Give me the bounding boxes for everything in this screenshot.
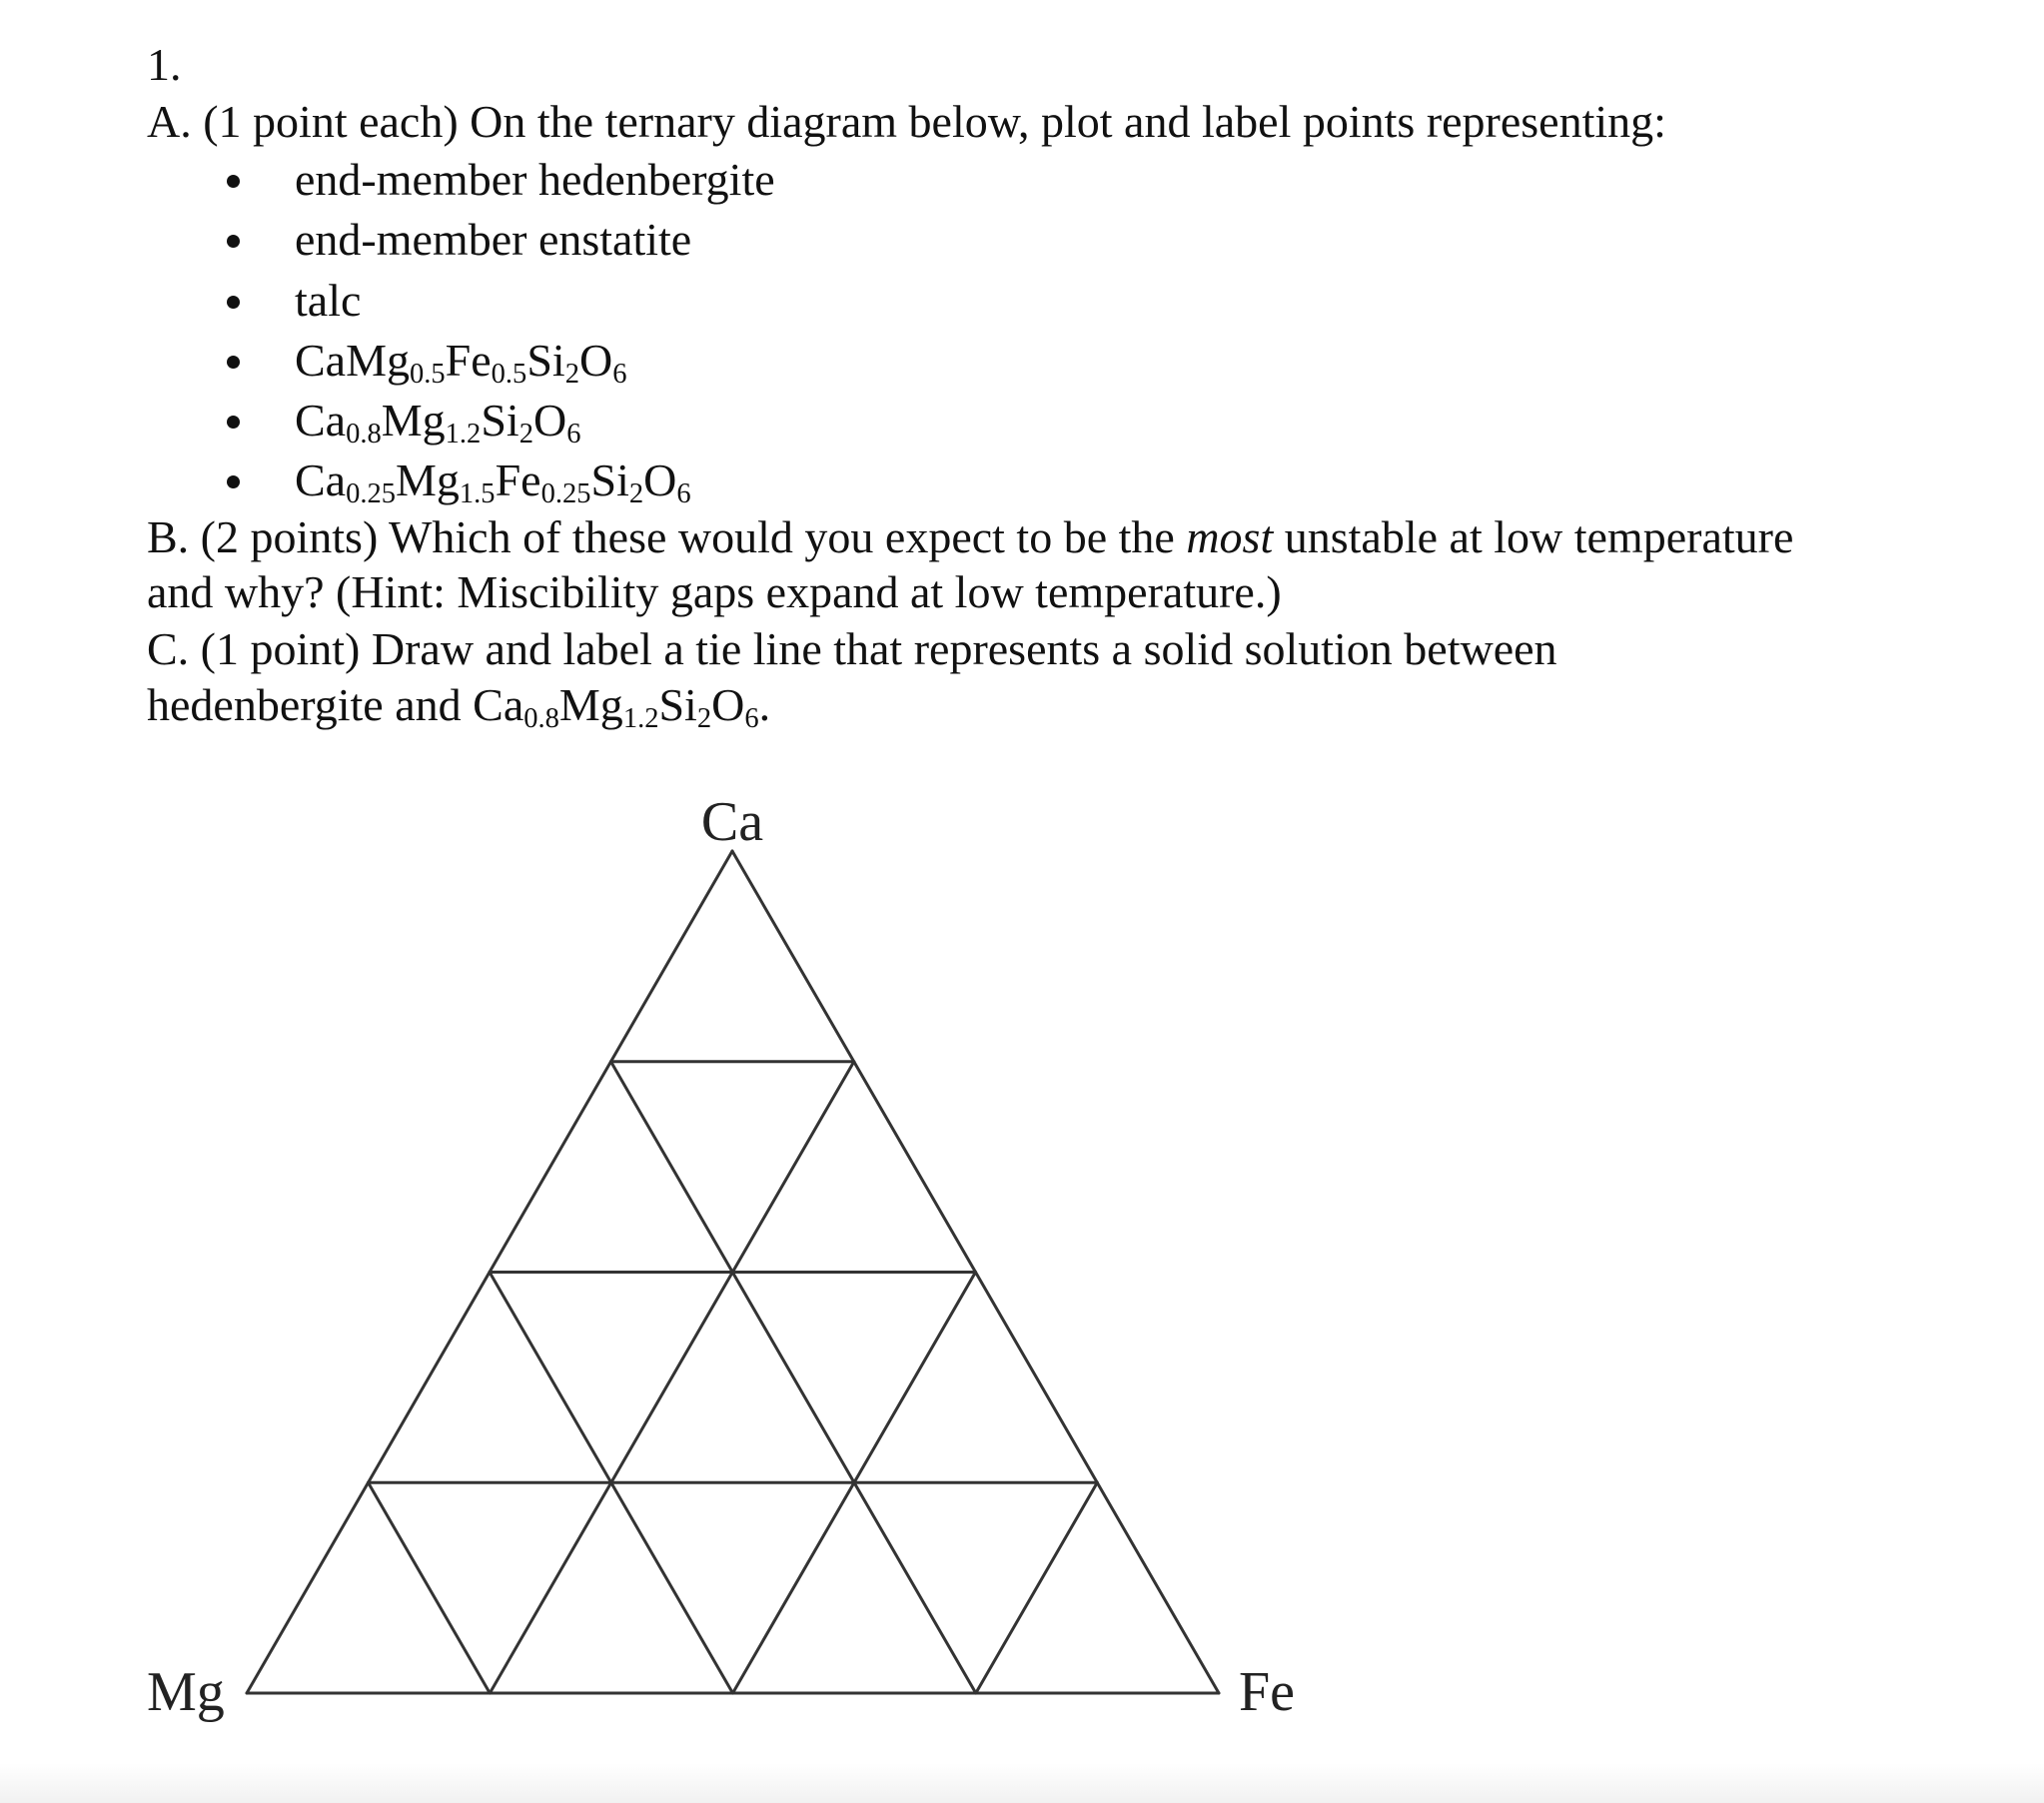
- part-a-prompt: A. (1 point each) On the ternary diagram below, plot and label points representing:: [147, 96, 1666, 147]
- vertex-label-ca: Ca: [700, 791, 764, 853]
- bullet-item-formula-3: $Ca_{0.25}Mg_{1.5}Fe_{0.25}Si_2O_6$: [295, 454, 691, 510]
- part-b-prompt-line2: and why? (Hint: Miscibility gaps expand at low temperature.): [147, 566, 1282, 617]
- part-b-text-start: B. (2 points) Which of these would you expect to be the: [147, 511, 1187, 562]
- grid-line-diagonal: [611, 1062, 976, 1693]
- page-bottom-edge: [0, 1763, 2044, 1803]
- part-c-formula: $Ca_{0.8}Mg_{1.2}Si_2O_6$: [473, 679, 759, 735]
- part-c-text: hedenbergite and: [147, 679, 474, 730]
- bullet-item-enstatite: end-member enstatite: [295, 214, 692, 265]
- grid-line-diagonal: [369, 1482, 491, 1693]
- bullet-item-formula-2: $Ca_{0.8}Mg_{1.2}Si_2O_6$: [295, 395, 581, 451]
- part-c-period: .: [758, 679, 771, 730]
- grid-line-diagonal: [490, 1062, 854, 1693]
- vertex-label-mg: Mg: [147, 1661, 225, 1723]
- question-number: 1.: [147, 39, 182, 90]
- bullet-item-talc: talc: [295, 275, 362, 326]
- grid-line-diagonal: [976, 1482, 1098, 1693]
- vertex-label-fe: Fe: [1239, 1661, 1295, 1723]
- part-b-emphasis: most: [1186, 511, 1274, 562]
- part-b-text-end: unstable at low temperature: [1273, 511, 1794, 562]
- ternary-grid: [247, 851, 1219, 1693]
- part-c-prompt: C. (1 point) Draw and label a tie line that represents a solid solution between: [147, 623, 1557, 674]
- bullet-item-hedenbergite: end-member hedenbergite: [295, 154, 775, 205]
- bullet-item-formula-1: $CaMg_{0.5}Fe_{0.5}Si_2O_6$: [295, 335, 627, 391]
